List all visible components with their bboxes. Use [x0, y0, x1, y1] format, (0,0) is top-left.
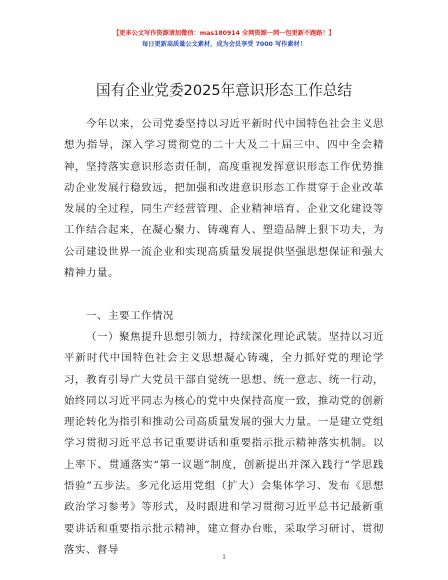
section-heading: 一、主要工作情况	[86, 310, 174, 322]
section-paragraph: （一）聚焦提升思想引领力，持续深化理论武装。坚持以习近平新时代中国特色社会主义思想凝心铸魂，全力抓好党的理论学习，教育引导广大党员干部自觉统一思想、统一意志、统一行动，始终同以习近平同志为核心的党中央保持高度一致，推动党的创新理论转化为指引和推动公司高质量发展的强大力量。一是建立党组学习贯彻习近平总书记重要讲话和重要指示批示精神落实机制。以上率下、贯通落实“第一议题”制度，创新提出并深入践行“学思践悟验”五步法。多元化运用党组（扩大）会集体学习、发布《思想政治学习参考》等形式，及时跟进和学习贯彻习近平总书记最新重要讲话和重要指示批示精神，建立督办台账，采取学习研讨、贯彻落实、督导	[64, 331, 384, 556]
intro-paragraph: 今年以来，公司党委坚持以习近平新时代中国特色社会主义思想为指导，深入学习贯彻党的二十大及二十届三中、四中全会精神，坚持落实意识形态责任制，高度重视发挥意识形态工作优势推动企业发展行稳致远，把加强和改进意识形态工作贯穿于企业改革发展的全过程，同生产经营管理、企业精神培育、企业文化建设等工作结合起来，在凝心聚力、铸魂育人、塑造品牌上狠下功夫，为公司建设世界一流企业和实现高质量发展提供坚强思想保证和强大精神力量。	[64, 118, 384, 280]
document-title: 国有企业党委2025年意识形态工作总结	[95, 82, 353, 99]
page-number: 1	[222, 553, 226, 561]
promo-banner-line-2: 每日更新高质量公文素材，成为会员享受 7000 写作素材！	[142, 41, 306, 48]
promo-banner-line-1: 【更多公文写作资源请加微信：mas180914 全网资源一网一包更新不跑路！】	[113, 30, 335, 37]
